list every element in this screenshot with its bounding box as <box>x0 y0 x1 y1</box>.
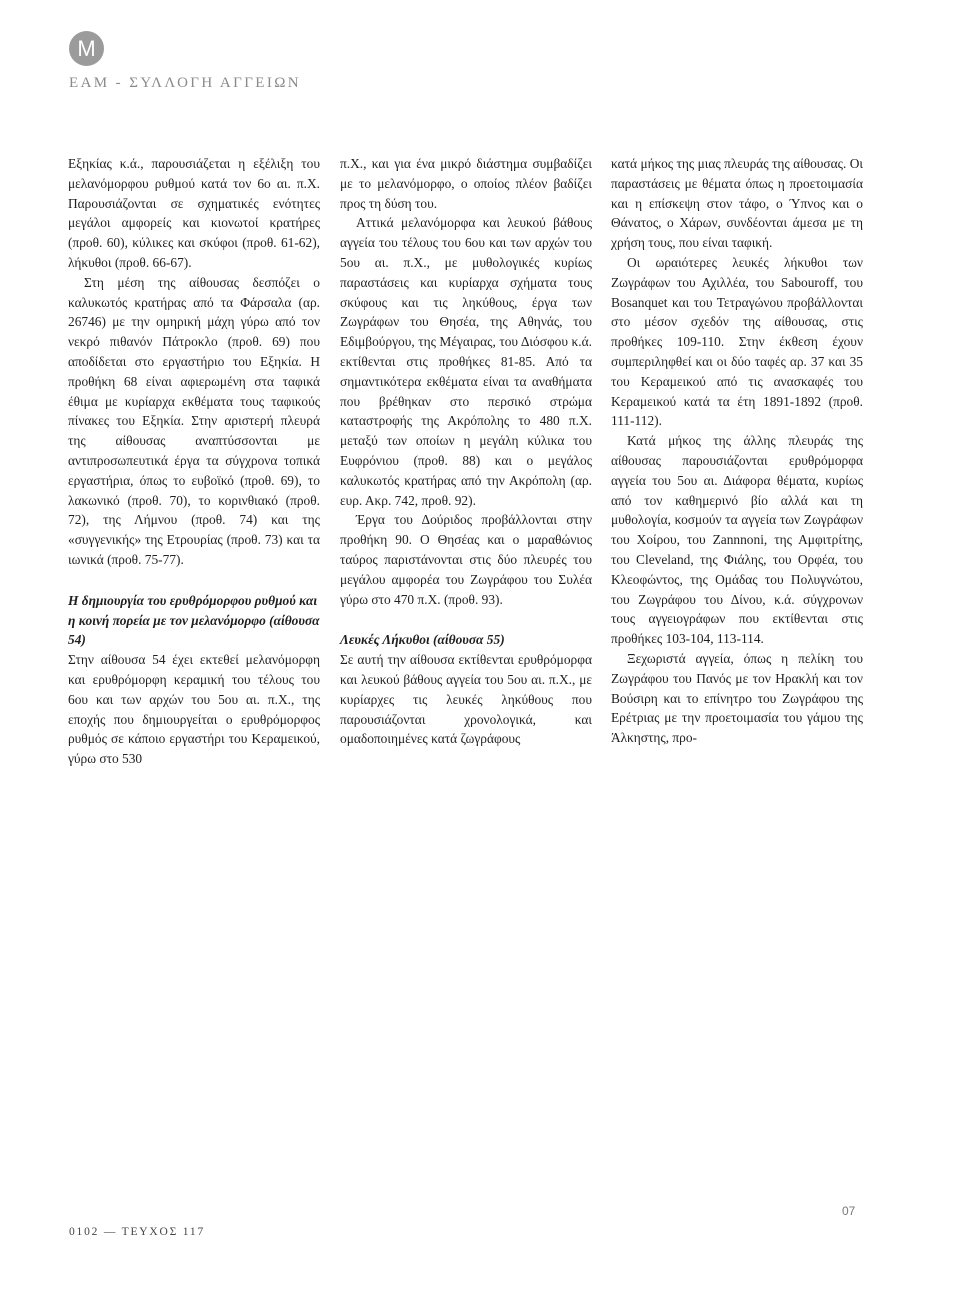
magazine-logo <box>69 31 104 66</box>
paragraph-spacer <box>340 609 592 630</box>
logo-letter: M <box>77 35 96 61</box>
paragraph: Στην αίθουσα 54 έχει εκτεθεί μελανόμορφη και ερυθρόμορφη κεραμική του τέλους του 6ου και των αρχών του 5ου αι. π.Χ., της εποχής που δημιουργείται ο ερυθρόμορφος ρυθμός σε κάποιο εργαστήρι του Κεραμεικού, γύρω στο 530 <box>68 652 320 767</box>
paragraph: κατά μήκος της μιας πλευράς της αίθουσας. Οι παραστάσεις με θέματα όπως η προετοιμασία και η επίσκεψη στον τάφο, ο Ύπνος και ο Θάνατος, ο Χάρων, συνδέονται άμεσα με τη χρήση τους, που είναι ταφική. <box>611 156 863 251</box>
paragraph: Οι ωραιότερες λευκές λήκυθοι των Ζωγράφων του Αχιλλέα, του Sabouroff, του Bosanquet και του Τετραγώνου προβάλλονται στο μέσον σχεδόν της αίθουσας, στις προθήκες 109-110. Στην έκθεση έχουν συμπεριληφθεί και οι δύο ταφές αρ. 37 και 35 του Κεραμεικού από τις ανασκαφές του Κεραμεικού κατά τα έτη 1891-1892 (προθ. 111-112). <box>611 254 863 429</box>
issue-label: 0102 — ΤΕΥΧΟΣ 117 <box>69 1226 205 1238</box>
paragraph: π.Χ., και για ένα μικρό διάστημα συμβαδίζει με το μελανόμορφο, ο οποίος πλέον βαδίζει προς τη δύση του. <box>340 156 592 211</box>
paragraph: Σε αυτή την αίθουσα εκτίθενται ερυθρόμορφα και λευκού βάθους αγγεία του 5ου αι. π.Χ., με κυρίαρχες τις λευκές ληκύθους που παρουσιάζονται χρονολογικά, και ομαδοποιημένες κατά ζωγράφους <box>340 652 592 747</box>
text-column-2 <box>340 154 592 749</box>
paragraph-spacer <box>68 570 320 591</box>
paragraph: Αττικά μελανόμορφα και λευκού βάθους αγγεία του τέλους του 6ου και των αρχών του 5ου αι. π.Χ., με μυθολογικές κυρίως παραστάσεις και κυρίαρχα σχήματα τους σκύφους και τις ληκύθους, έργα των Ζωγράφων του Θησέα, της Αθηνάς, του Εδιμβούργου, της Μέγαιρας, του Διόσφου κ.ά. εκτίθενται στις προθήκες 81-85. Από τα σημαντικότερα εκθέματα είναι τα αναθήματα που βρέθηκαν στο περσικό στρώμα καταστροφής της Ακρόπολης το 480 π.Χ. μεταξύ των οποίων η μεγάλη κύλικα του Ευφρόνιου (προθ. 88) και ο μεγάλος καλυκωτός κρατήρας από την Ακρόπολη (αρ. ευρ. Ακρ. 742, προθ. 92). <box>340 215 592 508</box>
text-column-3 <box>611 154 863 748</box>
section-heading: Λευκές Λήκυθοι (αίθουσα 55) <box>340 632 505 648</box>
paragraph: Έργα του Δούριδος προβάλλονται στην προθήκη 90. Ο Θησέας και ο μαραθώνιος ταύρος παριστάνονται στις δύο πλευρές του μεγάλου αμφορέα του Ζωγράφου του Συλέα γύρω στο 470 π.Χ. (προθ. 93). <box>340 512 592 607</box>
text-column-1 <box>68 154 320 769</box>
paragraph: Ξεχωριστά αγγεία, όπως η πελίκη του Ζωγράφου του Πανός με τον Ηρακλή και τον Βούσιρη και το επίνητρο του Ζωγράφου της Ερέτριας με την προετοιμασία του γάμου της Άλκηστης, προ- <box>611 650 863 746</box>
section-heading: Η δημιουργία του ερυθρόμορφου ρυθμού και η κοινή πορεία με τον μελανόμορφο (αίθουσα 54) <box>68 592 320 648</box>
section-title: ΕΑΜ - ΣΥΛΛΟΓΗ ΑΓΓΕΙΩΝ <box>69 75 302 91</box>
paragraph: Στη μέση της αίθουσας δεσπόζει ο καλυκωτός κρατήρας από τα Φάρσαλα (αρ. 26746) με την ομηρική μάχη γύρω από τον νεκρό πιθανόν Πάτροκλο (προθ. 69) που αποδίδεται στο εργαστήριο του Εξηκία. Η προθήκη 68 είναι αφιερωμένη στα ταφικά έθιμα με κυρίαρχα εκθέματα τους ταφικούς πίνακες του Εξηκία. Στην αριστερή πλευρά της αίθουσας αναπτύσσονται με αντιπροσωπευτικά έργα τα σύγχρονα τοπικά εργαστήρια, όπως το ευβοϊκό (προθ. 69), το λακωνικό (προθ. 70), το κορινθιακό (προθ. 72), της Λήμνου (προθ. 74) και της «συγγενικής» της Ετρουρίας (προθ. 73) και τα ιωνικά (προθ. 75-77). <box>68 274 320 567</box>
page-number: 07 <box>842 1204 856 1218</box>
paragraph: Κατά μήκος της άλλης πλευράς της αίθουσας παρουσιάζονται ερυθρόμορφα αγγεία του 5ου αι. Διάφορα θέματα, κυρίως από τον καθημερινό βίο αλλά και τη μυθολογία, κοσμούν τα αγγεία των Ζωγράφων του Χοίρου, του Zannnoni, της Αμφιτρίτης, του Cleveland, της Φιάλης, του Ορφέα, του Κλεοφώντος, της Ομάδας του Πολυγνώτου, του Ζωγράφου του Δίνου, κ.ά. σύγχρονων τους αγγειογράφων που εκτίθενται στις προθήκες 103-104, 113-114. <box>611 433 863 647</box>
paragraph: Εξηκίας κ.ά., παρουσιάζεται η εξέλιξη του μελανόμορφου ρυθμού κατά τον 6ο αι. π.Χ. Παρουσιάζονται σε σχηματικές ενότητες μεγάλοι αμφορείς και κιονωτοί κρατήρες (προθ. 60), κύλικες και σκύφοι (προθ. 61-62), λήκυθοι (προθ. 66-67). <box>68 156 320 270</box>
